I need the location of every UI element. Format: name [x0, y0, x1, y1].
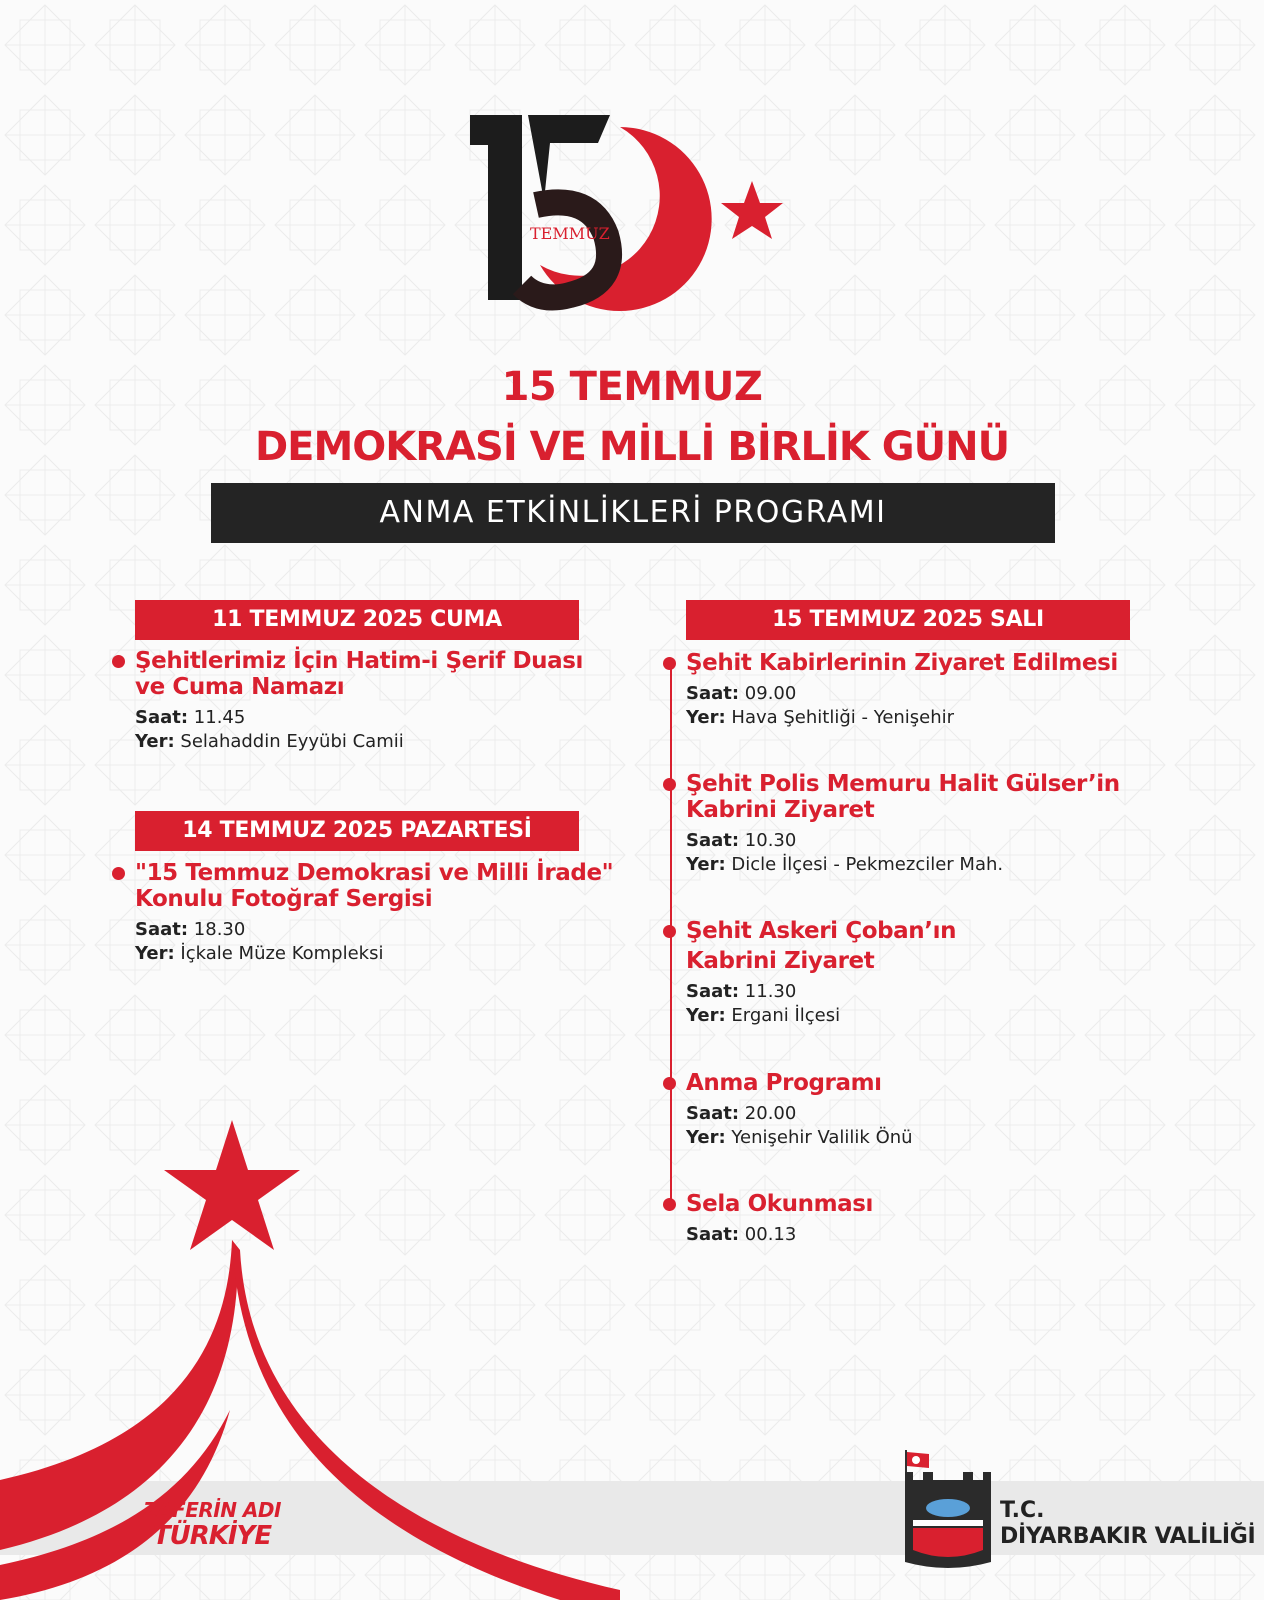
logo-digit-one — [470, 115, 522, 300]
slogan-zaferin-adi-turkiye — [142, 1497, 282, 1549]
event-sela-okunmasi — [686, 1191, 1206, 1247]
slogan-line1: ZAFERİN ADI — [143, 1498, 281, 1522]
bullet-dot-icon — [663, 1198, 676, 1211]
event-title-line2: Kabrini Ziyaret — [686, 797, 875, 823]
15-temmuz-logo — [470, 115, 800, 315]
event-title-line2: Konulu Fotoğraf Sergisi — [135, 886, 433, 912]
logo-word: TEMMUZ — [530, 224, 610, 243]
gov-line1: T.C. — [1000, 1498, 1045, 1523]
event-askeri-coban — [686, 918, 1206, 1028]
event-place: Yer: Yenişehir Valilik Önü — [686, 1127, 913, 1148]
event-place: Yer: Selahaddin Eyyübi Camii — [135, 731, 404, 752]
logo-star — [721, 181, 783, 239]
day-header-15-temmuz: 15 TEMMUZ 2025 SALI — [686, 600, 1130, 640]
event-title-line2: Kabrini Ziyaret — [686, 948, 875, 974]
bullet-dot-icon — [663, 1077, 676, 1090]
bullet-dot-icon — [663, 778, 676, 791]
event-halit-gulser — [686, 771, 1206, 877]
event-time: Saat: 00.13 — [686, 1224, 797, 1245]
slogan-line2: TÜRKİYE — [152, 1521, 272, 1551]
event-title-line1: Şehit Polis Memuru Halit Gülser’in — [686, 771, 1120, 797]
bullet-dot-icon — [663, 925, 676, 938]
event-time: Saat: 11.30 — [686, 981, 797, 1002]
event-time: Saat: 20.00 — [686, 1103, 797, 1124]
program-subtitle-bar: ANMA ETKİNLİKLERİ PROGRAMI — [211, 483, 1055, 543]
gov-line2: DİYARBAKIR VALİLİĞİ — [1000, 1524, 1256, 1549]
event-fotograf-sergisi — [135, 860, 655, 966]
event-hatim-duasi — [135, 648, 655, 754]
bullet-dot-icon — [663, 657, 676, 670]
day-header-11-temmuz: 11 TEMMUZ 2025 CUMA — [135, 600, 579, 640]
diyarbakir-valiligi-emblem — [903, 1450, 993, 1570]
logo-digit-five-top — [528, 115, 610, 201]
bullet-dot-icon — [112, 655, 125, 668]
event-place: Yer: İçkale Müze Kompleksi — [135, 943, 384, 964]
event-place: Yer: Dicle İlçesi - Pekmezciler Mah. — [686, 854, 1004, 875]
ribbon-right — [232, 1240, 620, 1600]
event-title-line1: "15 Temmuz Demokrasi ve Milli İrade" — [135, 860, 614, 886]
event-title-line2: ve Cuma Namazı — [135, 674, 345, 700]
event-title-line1: Anma Programı — [686, 1070, 882, 1096]
event-title-line1: Şehit Askeri Çoban’ın — [686, 918, 957, 944]
event-place: Yer: Hava Şehitliği - Yenişehir — [686, 707, 955, 728]
event-time: Saat: 09.00 — [686, 683, 797, 704]
event-time: Saat: 10.30 — [686, 830, 797, 851]
large-star-icon — [164, 1120, 300, 1250]
event-time: Saat: 18.30 — [135, 919, 246, 940]
government-name — [1000, 1498, 1255, 1550]
title-line-2: DEMOKRASİ VE MİLLİ BİRLİK GÜNÜ — [254, 424, 1010, 470]
event-title-line1: Şehit Kabirlerinin Ziyaret Edilmesi — [686, 650, 1118, 676]
bullet-dot-icon — [112, 867, 125, 880]
event-title-line1: Sela Okunması — [686, 1191, 874, 1217]
event-place: Yer: Ergani İlçesi — [686, 1005, 841, 1026]
day-header-14-temmuz: 14 TEMMUZ 2025 PAZARTESİ — [135, 811, 579, 851]
event-title-line1: Şehitlerimiz İçin Hatim-i Şerif Duası — [135, 648, 584, 674]
title-line-1: 15 TEMMUZ — [501, 364, 763, 410]
event-time: Saat: 11.45 — [135, 707, 246, 728]
star-and-ribbon-decoration — [0, 1110, 620, 1600]
event-anma-programi — [686, 1070, 1206, 1150]
event-sehit-kabirleri — [686, 650, 1206, 730]
